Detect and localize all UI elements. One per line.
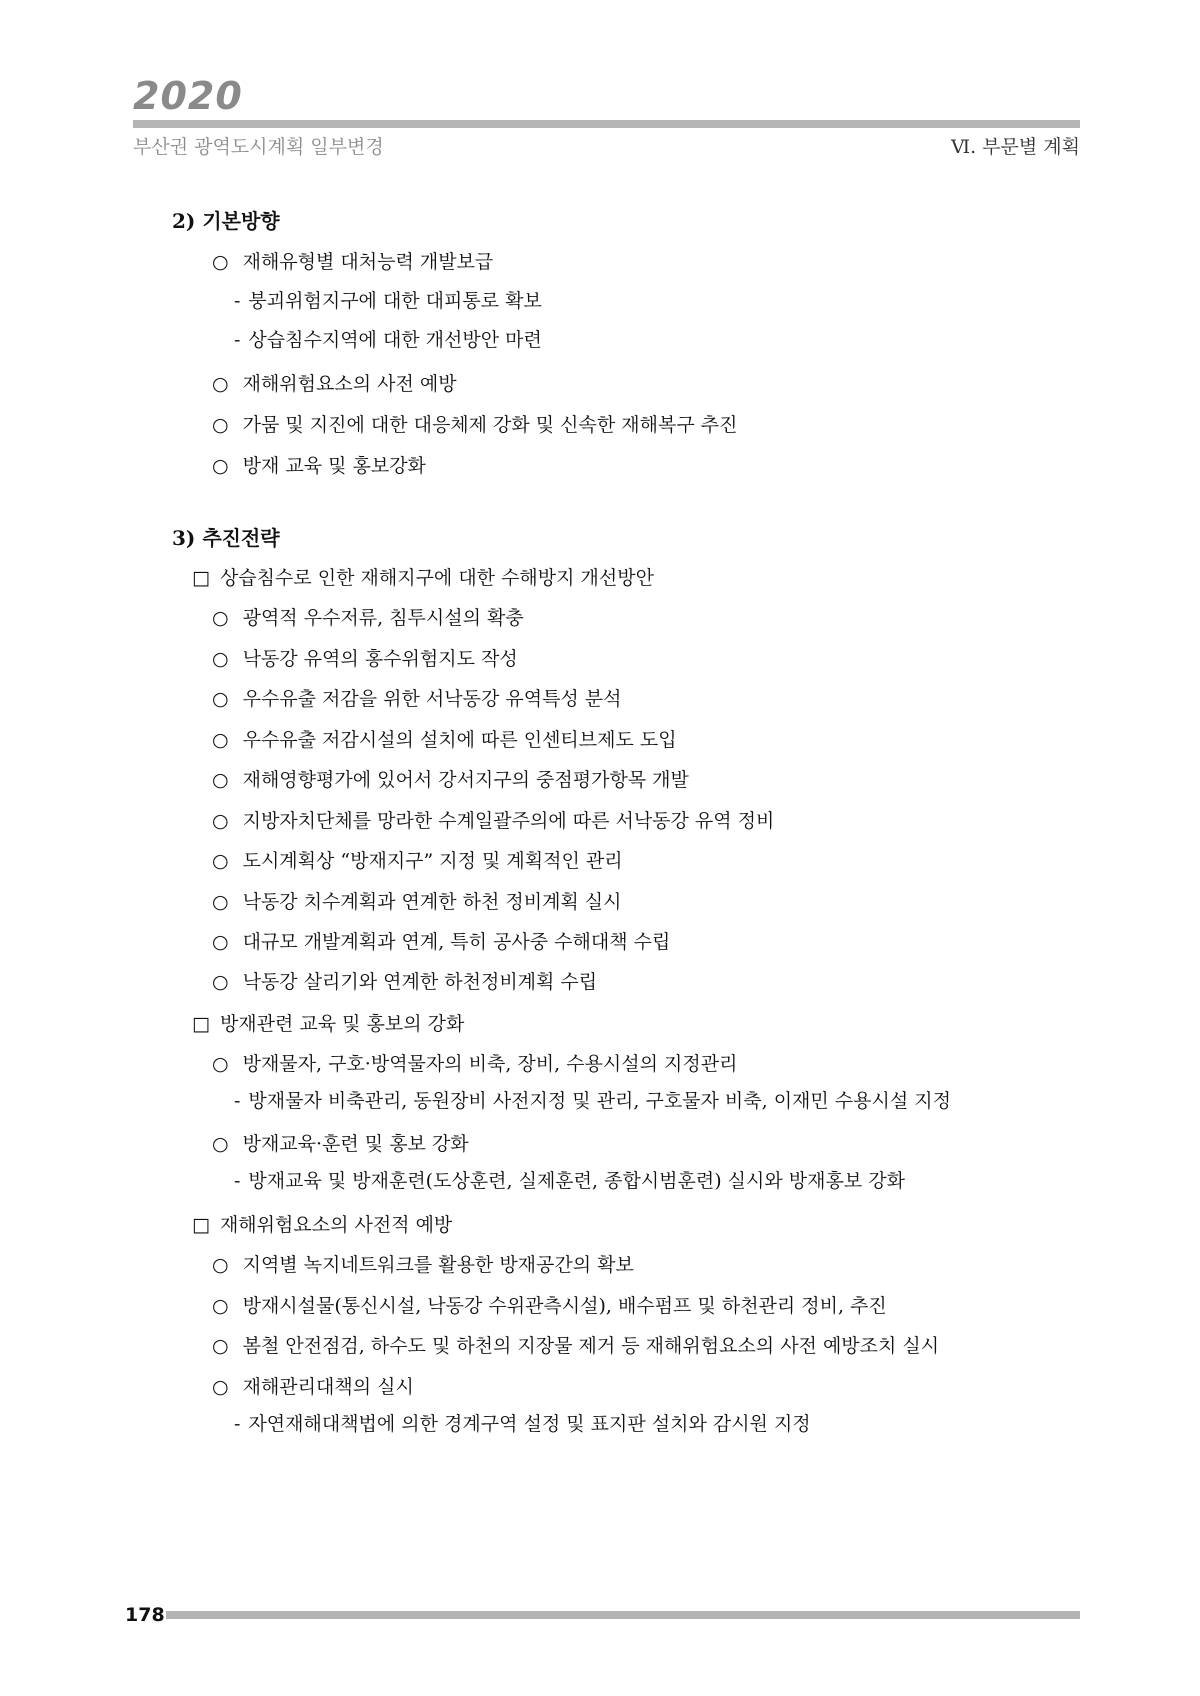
circle-bullet-icon: ○	[212, 729, 229, 751]
section-heading-strategy: 3) 추진전략	[172, 526, 280, 550]
list-item: ○ 재해유형별 대처능력 개발보급	[212, 251, 494, 273]
circle-bullet-icon: ○	[212, 1376, 229, 1398]
list-subitem: - 상습침수지역에 대한 개선방안 마련	[234, 329, 542, 351]
square-bullet-icon: □	[192, 1214, 210, 1236]
dash-bullet-icon: -	[234, 1090, 241, 1112]
box-item: □ 상습침수로 인한 재해지구에 대한 수해방지 개선방안	[192, 567, 654, 589]
list-subitem: - 방재물자 비축관리, 동원장비 사전지정 및 관리, 구호물자 비축, 이재민 수용시설 지정	[234, 1090, 951, 1112]
list-item: ○ 방재교육·훈련 및 홍보 강화	[212, 1133, 469, 1155]
circle-bullet-icon: ○	[212, 1133, 229, 1155]
circle-bullet-icon: ○	[212, 810, 229, 832]
dash-bullet-icon: -	[234, 1170, 241, 1192]
section-heading-basic-direction: 2) 기본방향	[172, 209, 280, 233]
square-bullet-icon: □	[192, 1013, 210, 1035]
list-item: ○ 방재 교육 및 홍보강화	[212, 455, 426, 477]
list-item: ○ 재해영향평가에 있어서 강서지구의 중점평가항목 개발	[212, 769, 689, 791]
list-subitem: - 붕괴위험지구에 대한 대피통로 확보	[234, 290, 542, 312]
list-item: ○ 방재시설물(통신시설, 낙동강 수위관측시설), 배수펌프 및 하천관리 정비, 추진	[212, 1295, 887, 1317]
circle-bullet-icon: ○	[212, 931, 229, 953]
list-item: ○ 봄철 안전점검, 하수도 및 하천의 지장물 제거 등 재해위험요소의 사전 예방조치 실시	[212, 1335, 940, 1357]
circle-bullet-icon: ○	[212, 607, 229, 629]
circle-bullet-icon: ○	[212, 251, 229, 273]
list-item: ○ 낙동강 유역의 홍수위험지도 작성	[212, 648, 518, 670]
chapter-title: Ⅵ. 부문별 계획	[950, 136, 1080, 158]
circle-bullet-icon: ○	[212, 414, 229, 436]
circle-bullet-icon: ○	[212, 971, 229, 993]
list-item: ○ 낙동강 치수계획과 연계한 하천 정비계획 실시	[212, 891, 622, 913]
circle-bullet-icon: ○	[212, 1053, 229, 1075]
dash-bullet-icon: -	[234, 290, 241, 312]
page-number: 178	[125, 1604, 165, 1626]
circle-bullet-icon: ○	[212, 1335, 229, 1357]
header-divider	[133, 120, 1080, 128]
circle-bullet-icon: ○	[212, 648, 229, 670]
list-item: ○ 재해위험요소의 사전 예방	[212, 373, 457, 395]
list-item: ○ 도시계획상 “방재지구” 지정 및 계획적인 관리	[212, 850, 623, 872]
document-year: 2020	[133, 74, 243, 118]
list-item: ○ 우수유출 저감을 위한 서낙동강 유역특성 분석	[212, 688, 622, 710]
list-item: ○ 낙동강 살리기와 연계한 하천정비계획 수립	[212, 971, 598, 993]
list-item: ○ 대규모 개발계획과 연계, 특히 공사중 수해대책 수립	[212, 931, 671, 953]
list-subitem: - 방재교육 및 방재훈련(도상훈련, 실제훈련, 종합시범훈련) 실시와 방재홍보 강화	[234, 1170, 905, 1192]
circle-bullet-icon: ○	[212, 769, 229, 791]
list-subitem: - 자연재해대책법에 의한 경계구역 설정 및 표지판 설치와 감시원 지정	[234, 1413, 811, 1435]
list-item: ○ 방재물자, 구호·방역물자의 비축, 장비, 수용시설의 지정관리	[212, 1053, 738, 1075]
circle-bullet-icon: ○	[212, 850, 229, 872]
list-item: ○ 지방자치단체를 망라한 수계일괄주의에 따른 서낙동강 유역 정비	[212, 810, 775, 832]
list-item: ○ 지역별 녹지네트워크를 활용한 방재공간의 확보	[212, 1254, 634, 1276]
list-item: ○ 가뭄 및 지진에 대한 대응체제 강화 및 신속한 재해복구 추진	[212, 414, 738, 436]
circle-bullet-icon: ○	[212, 373, 229, 395]
list-item: ○ 광역적 우수저류, 침투시설의 확충	[212, 607, 524, 629]
square-bullet-icon: □	[192, 567, 210, 589]
box-item: □ 재해위험요소의 사전적 예방	[192, 1214, 453, 1236]
footer-divider	[166, 1611, 1080, 1619]
circle-bullet-icon: ○	[212, 1254, 229, 1276]
dash-bullet-icon: -	[234, 1413, 241, 1435]
circle-bullet-icon: ○	[212, 455, 229, 477]
circle-bullet-icon: ○	[212, 1295, 229, 1317]
dash-bullet-icon: -	[234, 329, 241, 351]
list-item: ○ 재해관리대책의 실시	[212, 1376, 414, 1398]
circle-bullet-icon: ○	[212, 688, 229, 710]
box-item: □ 방재관련 교육 및 홍보의 강화	[192, 1013, 465, 1035]
circle-bullet-icon: ○	[212, 891, 229, 913]
document-title: 부산권 광역도시계획 일부변경	[133, 136, 384, 158]
list-item: ○ 우수유출 저감시설의 설치에 따른 인센티브제도 도입	[212, 729, 677, 751]
